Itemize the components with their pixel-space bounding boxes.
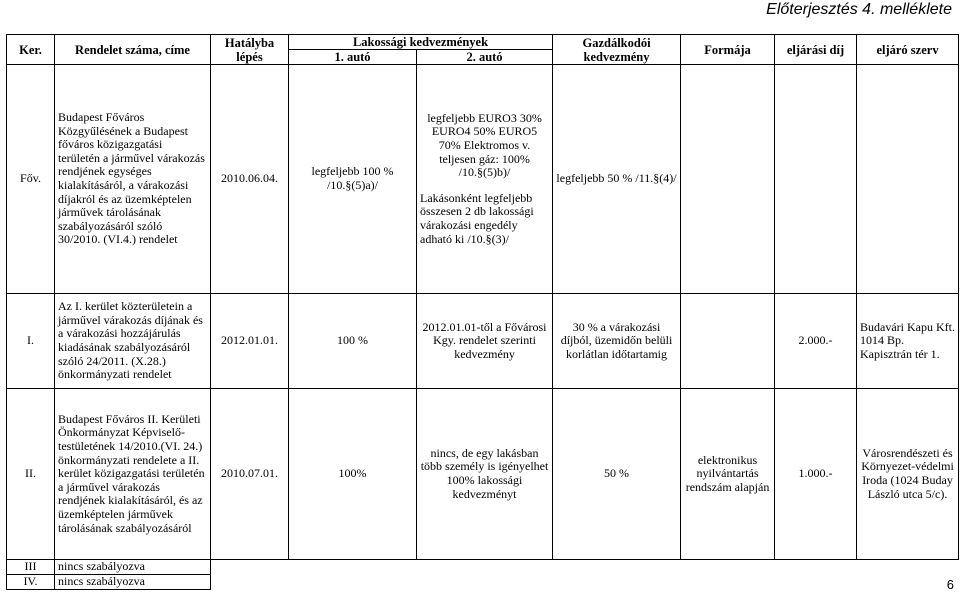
- cell-rendelet: Budapest Főváros II. Kerületi Önkormányzat Képviselő-testületének 14/2010.(VI. 24.) önkormányzati rendelete a II. kerület közigazgatási területén a járművel várakozás rendjének kialakításáról, és az üzemképtelen járművek tárolásának szabályozásáról: [55, 389, 211, 560]
- table-row: [7, 560, 959, 575]
- cell-auto2: nincs, de egy lakásban több személy is igényelhet 100% lakossági kedvezményt: [417, 389, 553, 560]
- cell-auto1: 100%: [289, 389, 417, 560]
- cell-auto1: 100 %: [289, 294, 417, 389]
- cell-auto2-part-b: Lakásonként legfeljebb összesen 2 db lakossági várakozási engedély adható ki /10.§(3)/: [420, 190, 534, 246]
- cell-szerv: Budavári Kapu Kft. 1014 Bp. Kapisztrán tér 1.: [857, 294, 959, 389]
- cell-formaja: elektronikus nyilvántartás rendszám alapján: [681, 389, 775, 560]
- cell-gazdalkodoi: 50 %: [553, 389, 681, 560]
- cell-ker: Főv.: [7, 65, 55, 294]
- cell-rendelet: Budapest Főváros Közgyűlésének a Budapest főváros közigazgatási területén a járművel várakozás rendjének egységes kialakításáról, a várakozási díjakról és az üzemképtelen járművek tárolásának szabályozásáról szóló 30/2010. (VI.4.) rendelet: [55, 65, 211, 294]
- cell-ker: III: [7, 560, 55, 575]
- document-title: Előterjesztés 4. melléklete: [766, 1, 952, 18]
- cell-ker: II.: [7, 389, 55, 560]
- cell-szerv: [857, 65, 959, 294]
- header-auto1: 1. autó: [289, 50, 417, 65]
- table-row: [7, 65, 959, 294]
- table-row: [7, 294, 959, 389]
- cell-ker: IV.: [7, 575, 55, 590]
- cell-szerv: Városrendészeti és Környezet-védelmi Iroda (1024 Buday László utca 5/c).: [857, 389, 959, 560]
- cell-dij: 1.000.-: [775, 389, 857, 560]
- header-gazdalkodoi-line2: kedvezmény: [583, 49, 650, 64]
- cell-formaja: [681, 65, 775, 294]
- cell-rendelet: nincs szabályozva: [55, 560, 211, 575]
- header-auto2: 2. autó: [417, 50, 553, 65]
- cell-rendelet: Az I. kerület közterületein a járművel várakozás díjának és a várakozási hozzájárulás kiadásának szabályozásáról szóló 24/2011. (X.28.) önkormányzati rendelet: [55, 294, 211, 389]
- header-row: [7, 35, 959, 50]
- table-row: [7, 389, 959, 560]
- table-row: [7, 575, 959, 590]
- header-hatalyba-line2: lépés: [236, 49, 263, 64]
- cell-hatalyba: 2010.07.01.: [211, 389, 289, 560]
- cell-hatalyba: 2012.01.01.: [211, 294, 289, 389]
- cell-gazdalkodoi: 30 % a várakozási díjból, üzemidőn belüli korlátlan időtartamig: [553, 294, 681, 389]
- cell-dij: [775, 65, 857, 294]
- cell-auto1: legfeljebb 100 % /10.§(5)a)/: [289, 65, 417, 294]
- cell-hatalyba: 2010.06.04.: [211, 65, 289, 294]
- cell-ker: I.: [7, 294, 55, 389]
- cell-rendelet: nincs szabályozva: [55, 575, 211, 590]
- page-number: 6: [946, 577, 954, 592]
- header-gazdalkodoi: [553, 35, 681, 65]
- cell-auto2: [417, 65, 553, 294]
- header-gazdalkodoi-line1: Gazdálkodói: [582, 35, 651, 50]
- cell-auto2-part-a: legfeljebb EURO3 30% EURO4 50% EURO5 70% Elektromos v. teljesen gáz: 100% /10.§(5)b)/: [427, 110, 542, 180]
- header-rendelet: Rendelet száma, címe: [55, 35, 211, 65]
- header-formaja: Formája: [681, 35, 775, 65]
- header-eljaro-szerv: eljáró szerv: [857, 35, 959, 65]
- cell-formaja: [681, 294, 775, 389]
- header-hatalyba-line1: Hatályba: [224, 35, 275, 50]
- cell-auto2: 2012.01.01-től a Fővárosi Kgy. rendelet szerinti kedvezmény: [417, 294, 553, 389]
- cell-dij: 2.000.-: [775, 294, 857, 389]
- header-eljarasi-dij: eljárási díj: [775, 35, 857, 65]
- cell-gazdalkodoi: legfeljebb 50 % /11.§(4)/: [553, 65, 681, 294]
- header-hatalyba: [211, 35, 289, 65]
- header-lakossagi: Lakossági kedvezmények: [289, 35, 553, 50]
- regulation-comparison-table: [6, 34, 959, 590]
- header-kerulet: Ker.: [7, 35, 55, 65]
